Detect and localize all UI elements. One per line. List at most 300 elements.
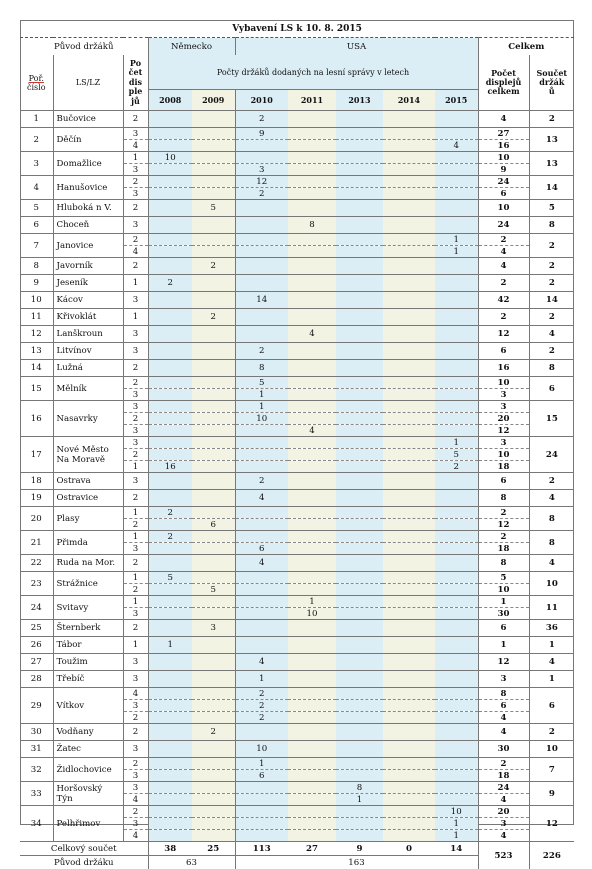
year-count	[336, 377, 383, 389]
holders-sum: 4	[529, 654, 574, 671]
displays-total: 10	[478, 449, 529, 461]
year-count	[148, 770, 192, 782]
ls-name-part: Ostrava	[57, 476, 91, 486]
displays-total: 4	[478, 246, 529, 258]
year-count	[383, 572, 435, 584]
year-count	[336, 292, 383, 309]
ls-name	[53, 217, 123, 234]
ls-name-part: Nasavrky	[57, 414, 98, 424]
holders-sum: 10	[529, 572, 574, 596]
year-count: 5	[148, 572, 192, 584]
year-count: 2	[235, 343, 288, 360]
germany-header: Německo	[148, 38, 235, 56]
year-count	[148, 490, 192, 507]
year-count	[148, 164, 192, 176]
year-count	[435, 596, 478, 608]
year-count	[336, 654, 383, 671]
year-count	[336, 246, 383, 258]
displays-total: 2	[478, 309, 529, 326]
year-count: 2	[235, 688, 288, 700]
year-count	[336, 217, 383, 234]
holders-sum-part: držák	[539, 77, 564, 87]
ls-name	[53, 437, 123, 473]
table-row	[20, 806, 574, 818]
displays-total: 12	[478, 519, 529, 531]
ls-name	[53, 128, 123, 152]
year-count	[148, 794, 192, 806]
year-count: 3	[192, 620, 235, 637]
displays-total: 6	[478, 188, 529, 200]
holders-sum: 4	[529, 555, 574, 572]
year-count	[148, 519, 192, 531]
year-count	[288, 654, 336, 671]
displays-total: 18	[478, 461, 529, 473]
year-count	[148, 700, 192, 712]
ls-name	[53, 490, 123, 507]
year-count	[435, 473, 478, 490]
ls-name-part: Třebíč	[57, 674, 85, 684]
displays-total: 12	[478, 425, 529, 437]
ls-lz-header: LS/LZ	[53, 55, 123, 111]
year-count	[288, 176, 336, 188]
year-count	[435, 152, 478, 164]
row-number: 4	[20, 176, 53, 200]
year-count	[192, 164, 235, 176]
year-count: 3	[235, 164, 288, 176]
row-number: 22	[20, 555, 53, 572]
display-count: 2	[123, 111, 148, 128]
year-count	[192, 637, 235, 654]
table-row	[20, 152, 574, 164]
year-count	[148, 309, 192, 326]
year-count	[235, 425, 288, 437]
year-count	[235, 584, 288, 596]
row-number: 33	[20, 782, 53, 806]
year-count	[435, 671, 478, 688]
display-count: 1	[123, 275, 148, 292]
ls-name-part: Svitavy	[57, 603, 89, 613]
year-count	[148, 292, 192, 309]
displays-total: 4	[478, 258, 529, 275]
year-count	[383, 543, 435, 555]
year-count	[192, 401, 235, 413]
year-count	[435, 275, 478, 292]
year-count	[336, 437, 383, 449]
displays-total: 8	[478, 490, 529, 507]
year-count	[435, 377, 478, 389]
row-number: 11	[20, 309, 53, 326]
year-count	[336, 543, 383, 555]
year-count	[288, 152, 336, 164]
displays-total: 4	[478, 724, 529, 741]
displays-total: 10	[478, 200, 529, 217]
displays-total: 20	[478, 413, 529, 425]
ls-name	[53, 507, 123, 531]
year-count	[288, 712, 336, 724]
year-count: 12	[235, 176, 288, 188]
year-count	[336, 111, 383, 128]
ls-name	[53, 343, 123, 360]
year-count	[383, 700, 435, 712]
displays-total: 4	[478, 111, 529, 128]
ls-name	[53, 234, 123, 258]
ls-name-part: Strážnice	[57, 579, 98, 589]
ls-name-part: Choceň	[57, 220, 90, 230]
ls-name-part: Janovice	[57, 241, 94, 251]
year-count: 1	[435, 234, 478, 246]
year-count	[383, 608, 435, 620]
year-count	[336, 461, 383, 473]
row-number: 16	[20, 401, 53, 437]
year-count	[288, 449, 336, 461]
year-total: 113	[235, 842, 288, 856]
table-row	[20, 671, 574, 688]
holders-sum: 24	[529, 437, 574, 473]
display-count: 3	[123, 343, 148, 360]
year-count	[192, 712, 235, 724]
year-count	[192, 596, 235, 608]
ls-name-part: Ostravice	[57, 493, 99, 503]
year-count	[235, 794, 288, 806]
year-count	[383, 164, 435, 176]
display-count: 3	[123, 292, 148, 309]
year-count: 5	[192, 584, 235, 596]
holders-sum: 8	[529, 507, 574, 531]
year-count	[383, 818, 435, 830]
year-count	[192, 449, 235, 461]
year-count	[336, 128, 383, 140]
displays-total: 24	[478, 782, 529, 794]
ls-name-part: Javorník	[57, 261, 93, 271]
displays-total: 3	[478, 437, 529, 449]
year-count	[383, 309, 435, 326]
year-count	[192, 461, 235, 473]
year-count	[383, 401, 435, 413]
year-count	[192, 654, 235, 671]
holders-sum: 12	[529, 806, 574, 842]
year-count	[336, 176, 383, 188]
year-count: 6	[235, 770, 288, 782]
display-count: 1	[123, 531, 148, 543]
year-count	[288, 164, 336, 176]
year-total: 25	[192, 842, 235, 856]
displays-total: 3	[478, 389, 529, 401]
table-row	[20, 292, 574, 309]
year-count	[192, 490, 235, 507]
year-count	[148, 413, 192, 425]
ls-name	[53, 326, 123, 343]
year-count	[235, 620, 288, 637]
ls-name	[53, 531, 123, 555]
year-count: 8	[336, 782, 383, 794]
displays-total: 6	[478, 473, 529, 490]
year-count	[435, 292, 478, 309]
year-header: 2013	[336, 90, 383, 111]
year-count	[235, 507, 288, 519]
table-row	[20, 688, 574, 700]
holders-sum-part: Součet	[537, 68, 568, 78]
year-count	[383, 724, 435, 741]
year-count	[435, 543, 478, 555]
year-header: 2009	[192, 90, 235, 111]
display-count: 2	[123, 584, 148, 596]
year-count	[148, 128, 192, 140]
year-count	[192, 700, 235, 712]
year-count	[383, 217, 435, 234]
row-number: 25	[20, 620, 53, 637]
year-count	[435, 700, 478, 712]
year-count	[435, 712, 478, 724]
displays-total: 2	[478, 507, 529, 519]
year-count	[435, 326, 478, 343]
year-header: 2015	[435, 90, 478, 111]
year-count	[192, 246, 235, 258]
year-count: 2	[192, 309, 235, 326]
year-count	[435, 425, 478, 437]
year-count	[336, 188, 383, 200]
year-count	[288, 473, 336, 490]
year-count	[336, 741, 383, 758]
year-count	[336, 490, 383, 507]
display-count: 4	[123, 688, 148, 700]
row-number: 7	[20, 234, 53, 258]
displays-total-part: displejů	[486, 77, 522, 87]
year-count	[336, 413, 383, 425]
year-count	[148, 584, 192, 596]
germany-total: 63	[148, 856, 235, 869]
year-count	[148, 473, 192, 490]
year-count	[192, 543, 235, 555]
year-count	[383, 413, 435, 425]
year-count	[192, 782, 235, 794]
year-count	[336, 724, 383, 741]
year-count	[288, 531, 336, 543]
year-count	[288, 620, 336, 637]
year-count	[383, 806, 435, 818]
display-count: 3	[123, 782, 148, 794]
displays-total: 4	[478, 830, 529, 842]
year-count	[235, 449, 288, 461]
row-number: 29	[20, 688, 53, 724]
year-count: 10	[235, 741, 288, 758]
year-count	[336, 449, 383, 461]
row-number: 19	[20, 490, 53, 507]
year-count	[336, 519, 383, 531]
table-row	[20, 596, 574, 608]
display-count: 3	[123, 389, 148, 401]
display-count-part: jů	[131, 96, 140, 106]
year-count	[148, 688, 192, 700]
displays-total: 5	[478, 572, 529, 584]
year-count: 4	[435, 140, 478, 152]
year-count	[383, 326, 435, 343]
year-count	[336, 688, 383, 700]
year-count: 5	[235, 377, 288, 389]
year-count: 2	[235, 188, 288, 200]
year-count	[235, 724, 288, 741]
ls-name	[53, 654, 123, 671]
year-count	[192, 217, 235, 234]
year-count: 2	[148, 275, 192, 292]
year-count	[192, 128, 235, 140]
year-count: 10	[288, 608, 336, 620]
row-number: 26	[20, 637, 53, 654]
year-count	[435, 309, 478, 326]
year-count	[148, 217, 192, 234]
year-header: 2014	[383, 90, 435, 111]
year-count	[148, 712, 192, 724]
order-number-label-2: číslo	[27, 83, 46, 92]
year-count: 2	[235, 473, 288, 490]
displays-total: 3	[478, 401, 529, 413]
year-count	[383, 389, 435, 401]
year-count	[383, 490, 435, 507]
year-count	[192, 234, 235, 246]
year-count	[383, 794, 435, 806]
displays-total: 10	[478, 377, 529, 389]
ls-name	[53, 292, 123, 309]
year-count: 8	[288, 217, 336, 234]
year-count	[288, 637, 336, 654]
year-count	[235, 437, 288, 449]
holders-sum: 1	[529, 671, 574, 688]
year-count	[288, 671, 336, 688]
year-count: 1	[435, 830, 478, 842]
table-row	[20, 490, 574, 507]
year-count	[435, 164, 478, 176]
ls-name-part: Lanškroun	[57, 329, 103, 339]
holders-sum: 10	[529, 741, 574, 758]
year-count	[383, 461, 435, 473]
displays-grand-total: 523	[478, 842, 529, 869]
year-count	[148, 437, 192, 449]
holders-sum-header	[529, 55, 574, 111]
year-count	[383, 741, 435, 758]
year-count: 1	[288, 596, 336, 608]
table-row	[20, 200, 574, 217]
year-count: 9	[235, 128, 288, 140]
year-count	[235, 531, 288, 543]
ls-name-part: Litvínov	[57, 346, 92, 356]
year-count: 1	[235, 671, 288, 688]
display-count: 3	[123, 654, 148, 671]
year-count	[383, 437, 435, 449]
year-count	[192, 671, 235, 688]
year-count: 1	[435, 246, 478, 258]
year-count	[288, 794, 336, 806]
year-count	[383, 671, 435, 688]
year-count	[435, 620, 478, 637]
display-count: 2	[123, 176, 148, 188]
year-count	[336, 507, 383, 519]
ls-name	[53, 637, 123, 654]
year-count: 4	[235, 555, 288, 572]
year-count	[288, 543, 336, 555]
year-count: 1	[435, 437, 478, 449]
year-count	[336, 830, 383, 842]
row-number: 3	[20, 152, 53, 176]
displays-total: 12	[478, 654, 529, 671]
row-number: 14	[20, 360, 53, 377]
year-count	[288, 782, 336, 794]
year-count	[148, 782, 192, 794]
year-count	[288, 140, 336, 152]
display-count: 3	[123, 608, 148, 620]
year-count	[383, 637, 435, 654]
year-count	[435, 531, 478, 543]
year-count	[192, 758, 235, 770]
year-count	[192, 152, 235, 164]
year-count	[435, 360, 478, 377]
year-count	[235, 806, 288, 818]
display-count: 3	[123, 401, 148, 413]
order-number-header	[20, 55, 53, 111]
year-count	[435, 741, 478, 758]
row-number: 27	[20, 654, 53, 671]
year-count	[235, 596, 288, 608]
display-count: 3	[123, 818, 148, 830]
displays-total: 8	[478, 688, 529, 700]
year-count	[435, 654, 478, 671]
year-count	[235, 461, 288, 473]
year-count: 2	[192, 724, 235, 741]
ls-name-part: Šternberk	[57, 623, 101, 633]
table-row	[20, 217, 574, 234]
year-count	[336, 164, 383, 176]
display-count: 2	[123, 519, 148, 531]
year-count	[336, 200, 383, 217]
year-count	[148, 258, 192, 275]
year-count	[192, 818, 235, 830]
display-count: 3	[123, 425, 148, 437]
year-count	[383, 531, 435, 543]
year-count	[383, 258, 435, 275]
holders-sum: 11	[529, 596, 574, 620]
year-count	[235, 140, 288, 152]
year-count	[383, 507, 435, 519]
ls-name-part: Nové Město	[57, 445, 109, 455]
year-count	[336, 343, 383, 360]
year-count	[288, 111, 336, 128]
display-count-header	[123, 55, 148, 111]
ls-name-part: Domažlice	[57, 159, 102, 169]
holders-sum: 4	[529, 326, 574, 343]
year-count	[383, 246, 435, 258]
year-total: 14	[435, 842, 478, 856]
display-count: 3	[123, 700, 148, 712]
display-count: 2	[123, 806, 148, 818]
row-number: 12	[20, 326, 53, 343]
ls-name	[53, 620, 123, 637]
year-count	[288, 234, 336, 246]
ls-name	[53, 401, 123, 437]
year-header: 2008	[148, 90, 192, 111]
year-count	[435, 637, 478, 654]
row-number: 31	[20, 741, 53, 758]
display-count: 2	[123, 413, 148, 425]
year-count	[288, 377, 336, 389]
ls-name	[53, 360, 123, 377]
year-count: 16	[148, 461, 192, 473]
year-count	[383, 128, 435, 140]
year-count	[148, 246, 192, 258]
display-count: 3	[123, 128, 148, 140]
year-count	[435, 490, 478, 507]
year-count: 4	[235, 654, 288, 671]
holder-origin-label: Původ držáku	[20, 856, 148, 869]
year-count	[148, 543, 192, 555]
table-row	[20, 637, 574, 654]
